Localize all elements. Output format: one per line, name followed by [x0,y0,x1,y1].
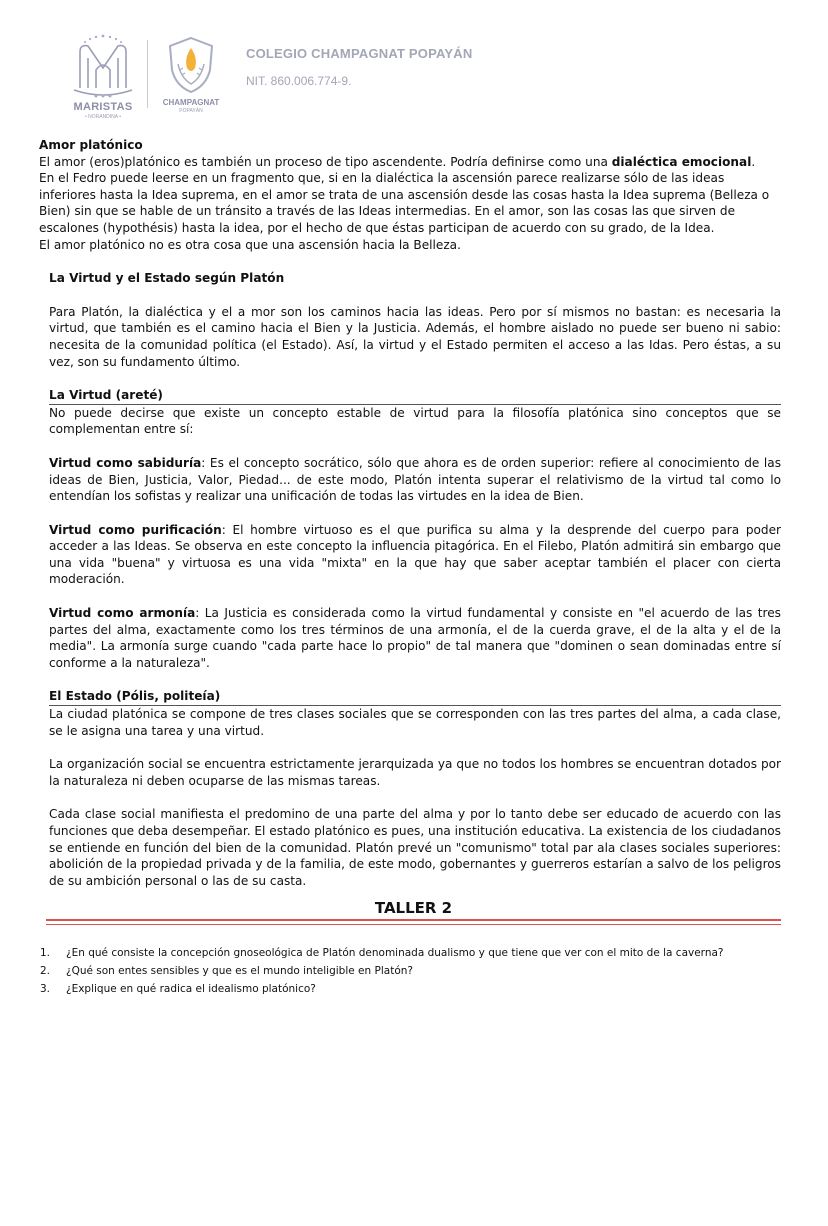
question-number: 2. [40,965,51,977]
amor-p1-after: . [751,154,756,169]
virtud-item [39,605,781,671]
question-text: ¿Qué son entes sensibles y que es el mundo inteligible en Platón? [66,965,413,977]
virtud-intro: No puede decirse que existe un concepto estable de virtud para la filosofía platónica sino conceptos que se complementan entre sí: [49,405,781,437]
estado-paragraph-1: La ciudad platónica se compone de tres clases sociales que se corresponden con las tres partes del alma, a cada clase, se le asigna una tarea y una virtud. [49,707,781,738]
maristas-monogram-icon [66,30,140,100]
logo-divider [147,40,148,108]
champagnat-sub-text: POPAYÁN [179,108,203,114]
taller-rule-thin [46,924,781,925]
virtud-item-term: Virtud como purificación [49,522,222,537]
champagnat-logo [156,34,226,116]
amor-p1-before: El amor (eros)platónico es también un proceso de tipo ascendente. Podría definirse como una [39,154,612,169]
amor-p1-bold: dialéctica emocional [611,154,752,169]
estado-paragraph-2: La organización social se encuentra estrictamente jerarquizada ya que no todos los hombres se encuentran dotados por la naturaleza ni deben ocuparse de las mismas tareas. [49,757,781,788]
amor-paragraph-1 [39,154,781,171]
taller-title: TALLER 2 [374,899,453,917]
taller-rule-thick [46,919,781,921]
school-name: COLEGIO CHAMPAGNAT POPAYÁN [246,46,473,61]
question-item [40,944,780,962]
virtud-item-text: : El hombre virtuoso es el que purifica su alma y la desprende del cuerpo para poder acceder a las Ideas. Se observa en este concepto la influencia pitagórica. En el Filebo, Platón admitirá sin embargo que una vida "buena" y virtuosa es una vida "mixta" en la que hay que saber aceptar también el placer con cierta moderación. [49,522,782,587]
amor-paragraph-2: En el Fedro puede leerse en un fragmento que, si en la dialéctica la ascensión parece realizarse sólo de las ideas inferiores hasta la Idea suprema, en el amor se trata de una ascensión desde las cosas hasta la Idea suprema (Belleza o Bien) sin que se hable de un tránsito a través de las Ideas intermedias. En el amor, son las cosas las que sirven de escalones (hypothésis) hasta la idea, por el hecho de que éstas participan de acuerdo con su grado, de la Idea. [39,171,770,235]
question-number: 1. [40,947,51,959]
section-title-estado: El Estado (Pólis, politeía) [49,688,781,706]
question-text: ¿Explique en qué radica el idealismo platónico? [66,983,316,995]
section-title-amor: Amor platónico [39,138,143,152]
maristas-brand-text: MARISTAS [73,101,133,113]
virtud-estado-paragraph: Para Platón, la dialéctica y el a mor son los caminos hacia las ideas. Pero por sí mismos no bastan: es necesaria la virtud, que también es el camino hacia el Bien y la Justicia. Además, el hombre aislado no puede ser bueno ni sabio: necesita de la comunidad política (el Estado). Así, la virtud y el Estado permiten el acceso a las Idas. Pero éstas, a su vez, son su fundamento último. [49,304,781,369]
virtud-item-text: : La Justicia es considerada como la virtud fundamental y consiste en "el acuerdo de las tres partes del alma, exactamente como los tres términos de una armonía, el de la cuerda grave, el de la alta y el de la media". La armonía surge cuando "cada parte hace lo propio" de tal manera que "dominen o sean dominadas entre sí conforme a la naturaleza". [49,606,781,670]
taller-questions [40,944,780,998]
virtud-item [39,455,781,505]
estado-paragraph-3: Cada clase social manifiesta el predomino de una parte del alma y por lo tanto debe ser educado de acuerdo con las funciones que deba desempeñar. El estado platónico es pues, una institución educativa. La existencia de los ciudadanos se entiende en función del bien de la comunidad. Platón prevé un "comunismo" total par ala clases sociales superiores: abolición de la propiedad privada y de la familia, de este modo, gobernantes y guerreros estarían a salvo de los peligros de su ambición personal o las de su casta. [49,807,781,888]
virtud-item-term: Virtud como sabiduría [49,455,202,470]
question-item [40,980,780,998]
virtud-item-term: Virtud como armonía [49,606,196,621]
question-item [40,962,780,980]
question-number: 3. [40,983,51,995]
document-header [66,30,766,120]
section-title-virtud-estado: La Virtud y el Estado según Platón [49,271,285,286]
document-body [39,137,781,889]
amor-paragraph-3: El amor platónico no es otra cosa que una ascensión hacia la Belleza. [39,237,461,252]
maristas-logo [66,30,140,120]
maristas-sub-text: • NORANDINA • [84,114,121,120]
question-text: ¿En qué consiste la concepción gnoseológica de Platón denominada dualismo y que tiene que ver con el mito de la caverna? [66,947,724,959]
section-title-virtud: La Virtud (areté) [49,387,781,405]
school-nit: NIT. 860.006.774-9. [246,74,352,88]
taller-section [46,897,781,925]
virtud-item-text: : Es el concepto socrático, sólo que ahora es de orden superior: refiere al conocimiento de las ideas de Bien, Justicia, Valor, Piedad... de este modo, Platón intenta superar el relativismo de la virtud tal como lo entendían los sofistas y realizar una unificación de todas las virtudes en la idea de Bien. [49,455,782,504]
virtud-item [39,522,781,588]
champagnat-brand-text: CHAMPAGNAT [162,98,220,107]
champagnat-shield-icon [156,34,226,96]
